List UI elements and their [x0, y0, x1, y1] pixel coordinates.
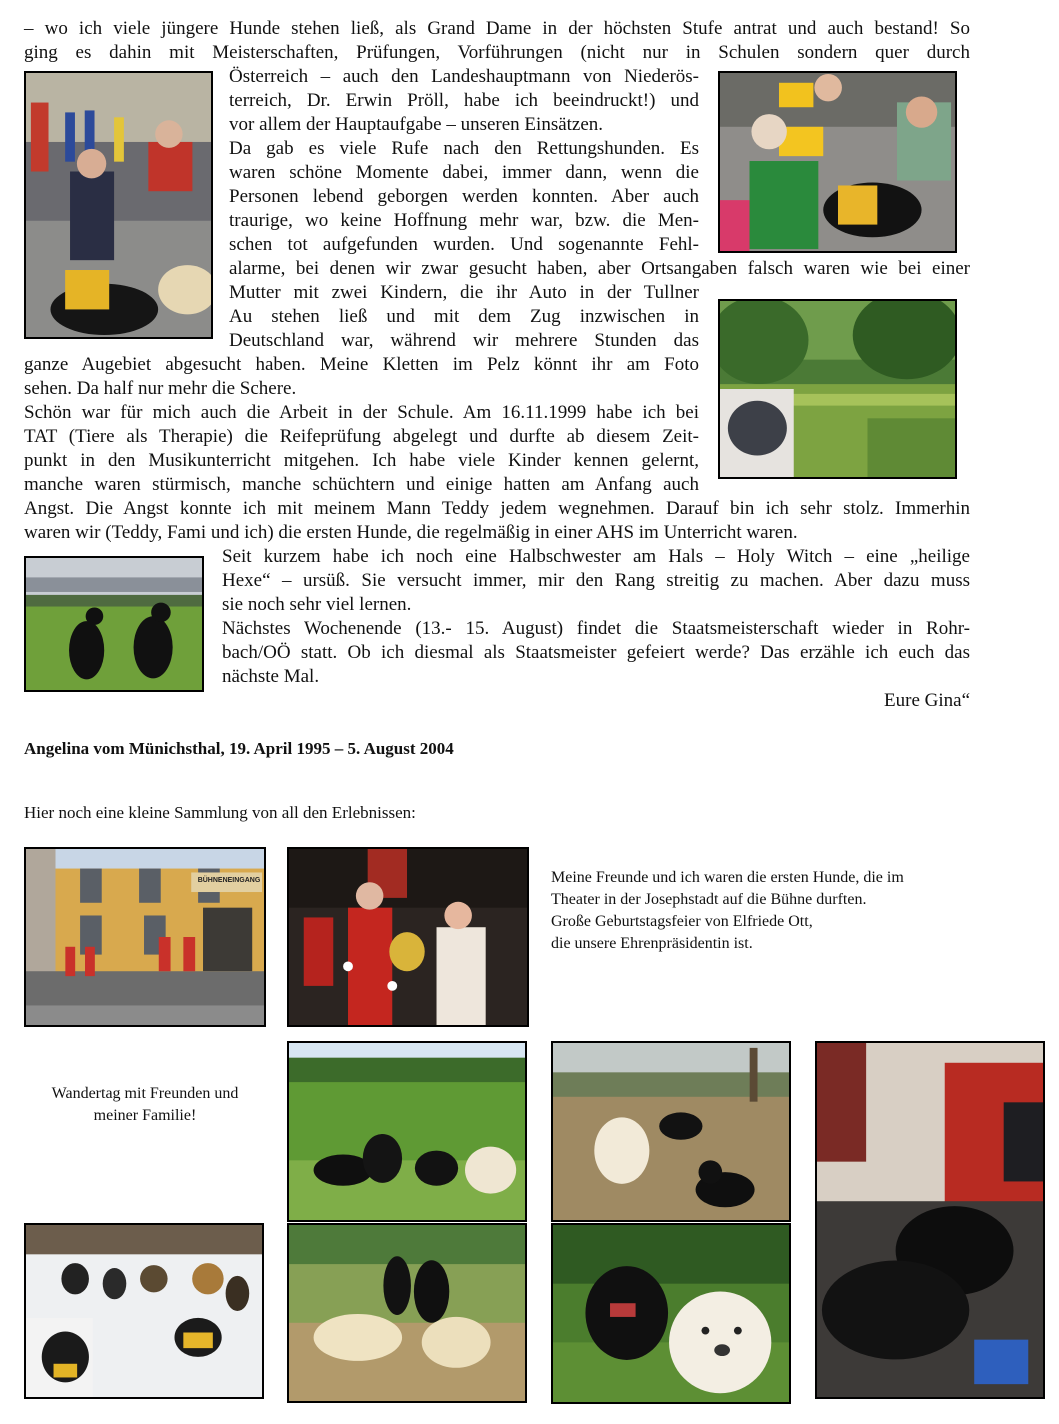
text-line: punkt in den Musikunterricht mitgehen. Ich habe viele Kinder kennen gelernt,	[24, 450, 699, 471]
theater-caption-line: Große Geburtstagsfeier von Elfriede Ott,	[551, 913, 813, 930]
text-line: TAT (Tiere als Therapie) die Reifeprüfung abgelegt und durfte ab diesem Zeit-	[24, 426, 699, 447]
memorial-heading: Angelina vom Münichsthal, 19. April 1995 – 5. August 2004	[24, 739, 454, 758]
text-line: ganze Augebiet abgesucht haben. Meine Kletten im Pelz könnt ihr am Foto	[24, 354, 699, 375]
theater-caption-line: Meine Freunde und ich waren die ersten Hunde, die im	[551, 869, 904, 886]
stage-door-sign: BÜHNENEINGANG	[197, 877, 261, 884]
text-line: Angst. Die Angst konnte ich mit meinem Mann Teddy jedem wegnehmen. Darauf bin ich sehr stolz. Immerhin	[24, 498, 970, 519]
text-line: Deutschland war, während wir mehrere Stunden das	[229, 330, 699, 351]
text-line: – wo ich viele jüngere Hunde stehen ließ, als Grand Dame in der höchsten Stufe antrat und auch bestand! So	[24, 18, 970, 39]
text-line: nächste Mal.	[222, 666, 320, 687]
text-line: Seit kurzem habe ich noch eine Halbschwester am Hals – Holy Witch – eine „heilige	[222, 546, 970, 567]
photo-children-crowns	[718, 71, 957, 253]
photo-dogs-sitting-path	[551, 1041, 791, 1222]
photo-two-dogs-meadow	[24, 556, 204, 692]
text-line: alarme, bei denen wir zwar gesucht haben, aber Ortsangaben falsch waren wie bei einer	[229, 258, 970, 279]
text-line: Nächstes Wochenende (13.- 15. August) findet die Staatsmeisterschaft wieder in Rohr-	[222, 618, 970, 639]
hike-caption-line: meiner Familie!	[93, 1107, 197, 1124]
text-line: vor allem der Hauptaufgabe – unseren Einsätzen.	[229, 114, 604, 135]
text-line: Personen lebend geborgen werden konnten. Aber auch	[229, 186, 699, 207]
text-line: schen tot aufgefunden wurden. Und sogenannte Fehl-	[229, 234, 699, 255]
text-line: sie noch sehr viel lernen.	[222, 594, 412, 615]
photo-dogs-in-snow	[24, 1223, 264, 1399]
text-line: waren wir (Teddy, Fami und ich) die ersten Hunde, die regelmäßig in einer AHS im Unterricht waren.	[24, 522, 798, 543]
hike-caption-line: Wandertag mit Freunden und	[51, 1085, 239, 1102]
text-line: ging es dahin mit Meisterschaften, Prüfungen, Vorführungen (nicht nur in Schulen sondern quer durch	[24, 42, 970, 63]
photo-dogs-resting-indoors	[815, 1041, 1045, 1399]
photo-birthday-celebration	[287, 847, 529, 1027]
text-line: Hexe“ – ursüß. Sie versucht immer, mir den Rang streitig zu machen. Aber dazu muss	[222, 570, 970, 591]
text-line: Mutter mit zwei Kindern, die ihr Auto in der Tullner	[229, 282, 699, 303]
photo-tullner-au	[718, 299, 957, 479]
collection-intro: Hier noch eine kleine Sammlung von all den Erlebnissen:	[24, 803, 416, 822]
photo-stage-door	[24, 847, 266, 1027]
text-line: waren schöne Momente dabei, immer dann, wenn die	[229, 162, 699, 183]
text-line: traurige, wo keine Hoffnung mehr war, bzw. die Men-	[229, 210, 699, 231]
text-line: manche waren stürmisch, manche schüchtern und einige hatten am Anfang auch	[24, 474, 699, 495]
photo-black-and-golden-dog	[551, 1223, 791, 1404]
text-line: sehen. Da half nur mehr die Schere.	[24, 378, 297, 399]
signature: Eure Gina“	[884, 690, 970, 711]
text-line: Österreich – auch den Landeshauptmann von Niederös-	[229, 66, 699, 87]
text-line: Da gab es viele Rufe nach den Rettungshunden. Es	[229, 138, 699, 159]
theater-caption-line: Theater in der Josephstadt auf die Bühne durften.	[551, 891, 867, 908]
theater-caption-line: die unsere Ehrenpräsidentin ist.	[551, 935, 753, 952]
photo-dogs-lying-grass	[287, 1041, 527, 1222]
text-line: terreich, Dr. Erwin Pröll, habe ich beeindruckt!) und	[229, 90, 699, 111]
photo-landeshauptmann	[24, 71, 213, 339]
text-line: Schön war für mich auch die Arbeit in der Schule. Am 16.11.1999 habe ich bei	[24, 402, 699, 423]
text-line: bach/OÖ statt. Ob ich diesmal als Staatsmeister gefeiert werde? Das erzähle ich euch das	[222, 642, 970, 663]
photo-four-dogs-lying	[287, 1223, 527, 1403]
text-line: Au stehen ließ und mit dem Zug inzwischen in	[229, 306, 699, 327]
